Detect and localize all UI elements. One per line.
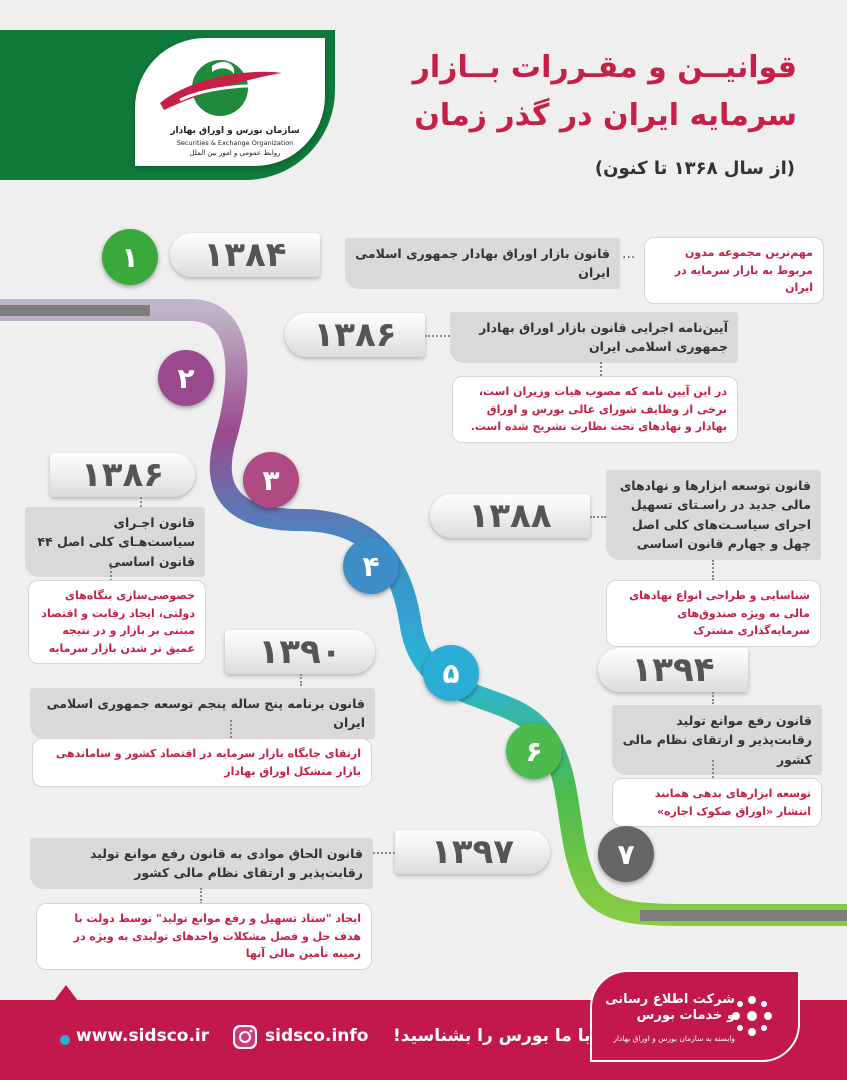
company-tagline: وابسته به سازمان بورس و اوراق بهادار (613, 1034, 735, 1043)
footer-slogan: با ما بورس را بشناسید! (393, 1026, 591, 1046)
year-tab-3: ۱۳۸۶ (50, 453, 195, 497)
connector (600, 362, 602, 376)
detail-box-1: مهم‌ترین مجموعه مدون مربوط به بازار سرمایه در ایران (644, 237, 824, 304)
connector (300, 674, 302, 686)
step-badge-6: ۶ (506, 723, 562, 779)
detail-box-5: ارتقای جایگاه بازار سرمایه در اقتصاد کشور و ساماندهی بازار متشکل اوراق بهادار (32, 738, 372, 787)
connector (230, 720, 232, 738)
detail-box-3: خصوصی‌سازی بنگاه‌های دولتی، ایجاد رقابت و اقتصاد مبتنی بر بازار و در نتیجه عمیق تر شدن بازار سرمایه (28, 580, 206, 664)
year-tab-7: ۱۳۹۷ (395, 830, 550, 874)
title-box-3: قانون اجـرای سیاست‌هـای کلی اصل ۴۴ قانون اساسی (25, 507, 205, 577)
connector (140, 497, 142, 507)
connector (712, 760, 714, 778)
logo-dept: روابط عمومی و امور بین الملل (189, 149, 281, 157)
title-box-7: قانون الحاق موادی به قانون رفع موانع تولید رقابت‌پذیر و ارتقای نظام مالی کشور (30, 838, 373, 889)
divider-bar (0, 305, 150, 316)
page-title-line1: قوانیــن و مقـررات بــازار (412, 50, 797, 85)
ellipsis-1: ... (622, 246, 636, 262)
detail-box-4: شناسایی و طراحی انواع نهادهای مالی به ویژه صندوق‌های سرمایه‌گذاری مشترک (606, 580, 821, 647)
title-box-1: قانون بازار اوراق بهادار جمهوری اسلامی ایران (345, 238, 620, 289)
footer-notch (54, 985, 78, 1001)
company-name: شرکت اطلاع رسانی و خدمات بورس (605, 992, 735, 1024)
detail-box-2: در این آیین نامه که مصوب هیات وزیران است، برخی از وظایف شورای عالی بورس و اوراق بهادار و نهادهای تحت نظارت تشریح شده است. (452, 376, 738, 443)
sidsco-logo-icon (728, 992, 776, 1040)
logo-name: سازمان بورس و اوراق بهادار (170, 126, 300, 136)
step-badge-1: ۱ (102, 229, 158, 285)
step-badge-4: ۴ (343, 538, 399, 594)
year-tab-1: ۱۳۸۴ (170, 233, 320, 277)
year-tab-6: ۱۳۹۴ (598, 648, 748, 692)
page-subtitle: (از سال ۱۳۶۸ تا کنون) (594, 158, 795, 179)
connector (712, 692, 714, 704)
instagram-icon (232, 1024, 258, 1050)
globe-dot-icon (60, 1035, 70, 1045)
connector (200, 888, 202, 904)
title-box-6: قانون رفع موانع تولید رقابت‌پذیر و ارتقای نظام مالی کشور (612, 705, 822, 775)
connector (712, 560, 714, 580)
detail-box-7: ایجاد "ستاد تسهیل و رفع موانع تولید" توسط دولت با هدف حل و فصل مشکلات واحدهای تولیدی به ویژه در زمینه تأمین مالی آنها (36, 903, 372, 970)
step-badge-3: ۳ (243, 452, 299, 508)
connector (425, 335, 450, 337)
step-badge-2: ۲ (158, 350, 214, 406)
title-box-4: قانون توسعه ابزارها و نهادهای مالی جدید در راسـتای تسهیل اجرای سیاسـت‌های کلی اصل چهل و چهارم قانون اساسی (606, 470, 821, 560)
step-badge-7: ۷ (598, 826, 654, 882)
connector (373, 852, 395, 854)
page-title-line2: سرمایه ایران در گذر زمان (414, 98, 797, 133)
detail-box-6: توسعه ابزارهای بدهی همانند انتشار «اوراق صکوک اجاره» (612, 778, 822, 827)
instagram-handle[interactable]: sidsco.info (265, 1026, 369, 1046)
year-tab-2: ۱۳۸۶ (285, 313, 425, 357)
year-tab-5: ۱۳۹۰ (225, 630, 375, 674)
title-box-2: آیین‌نامه اجرایی قانون بازار اوراق بهادار جمهوری اسلامی ایران (450, 312, 738, 363)
connector (110, 563, 112, 581)
divider-bar (640, 910, 847, 921)
connector (590, 516, 606, 518)
title-box-5: قانون برنامه پنج ساله پنجم توسعه جمهوری اسلامی ایران (30, 688, 375, 739)
website-link[interactable]: www.sidsco.ir (76, 1026, 210, 1046)
logo-name-en: Securities & Exchange Organization (176, 139, 294, 147)
year-tab-4: ۱۳۸۸ (430, 494, 590, 538)
step-badge-5: ۵ (423, 645, 479, 701)
